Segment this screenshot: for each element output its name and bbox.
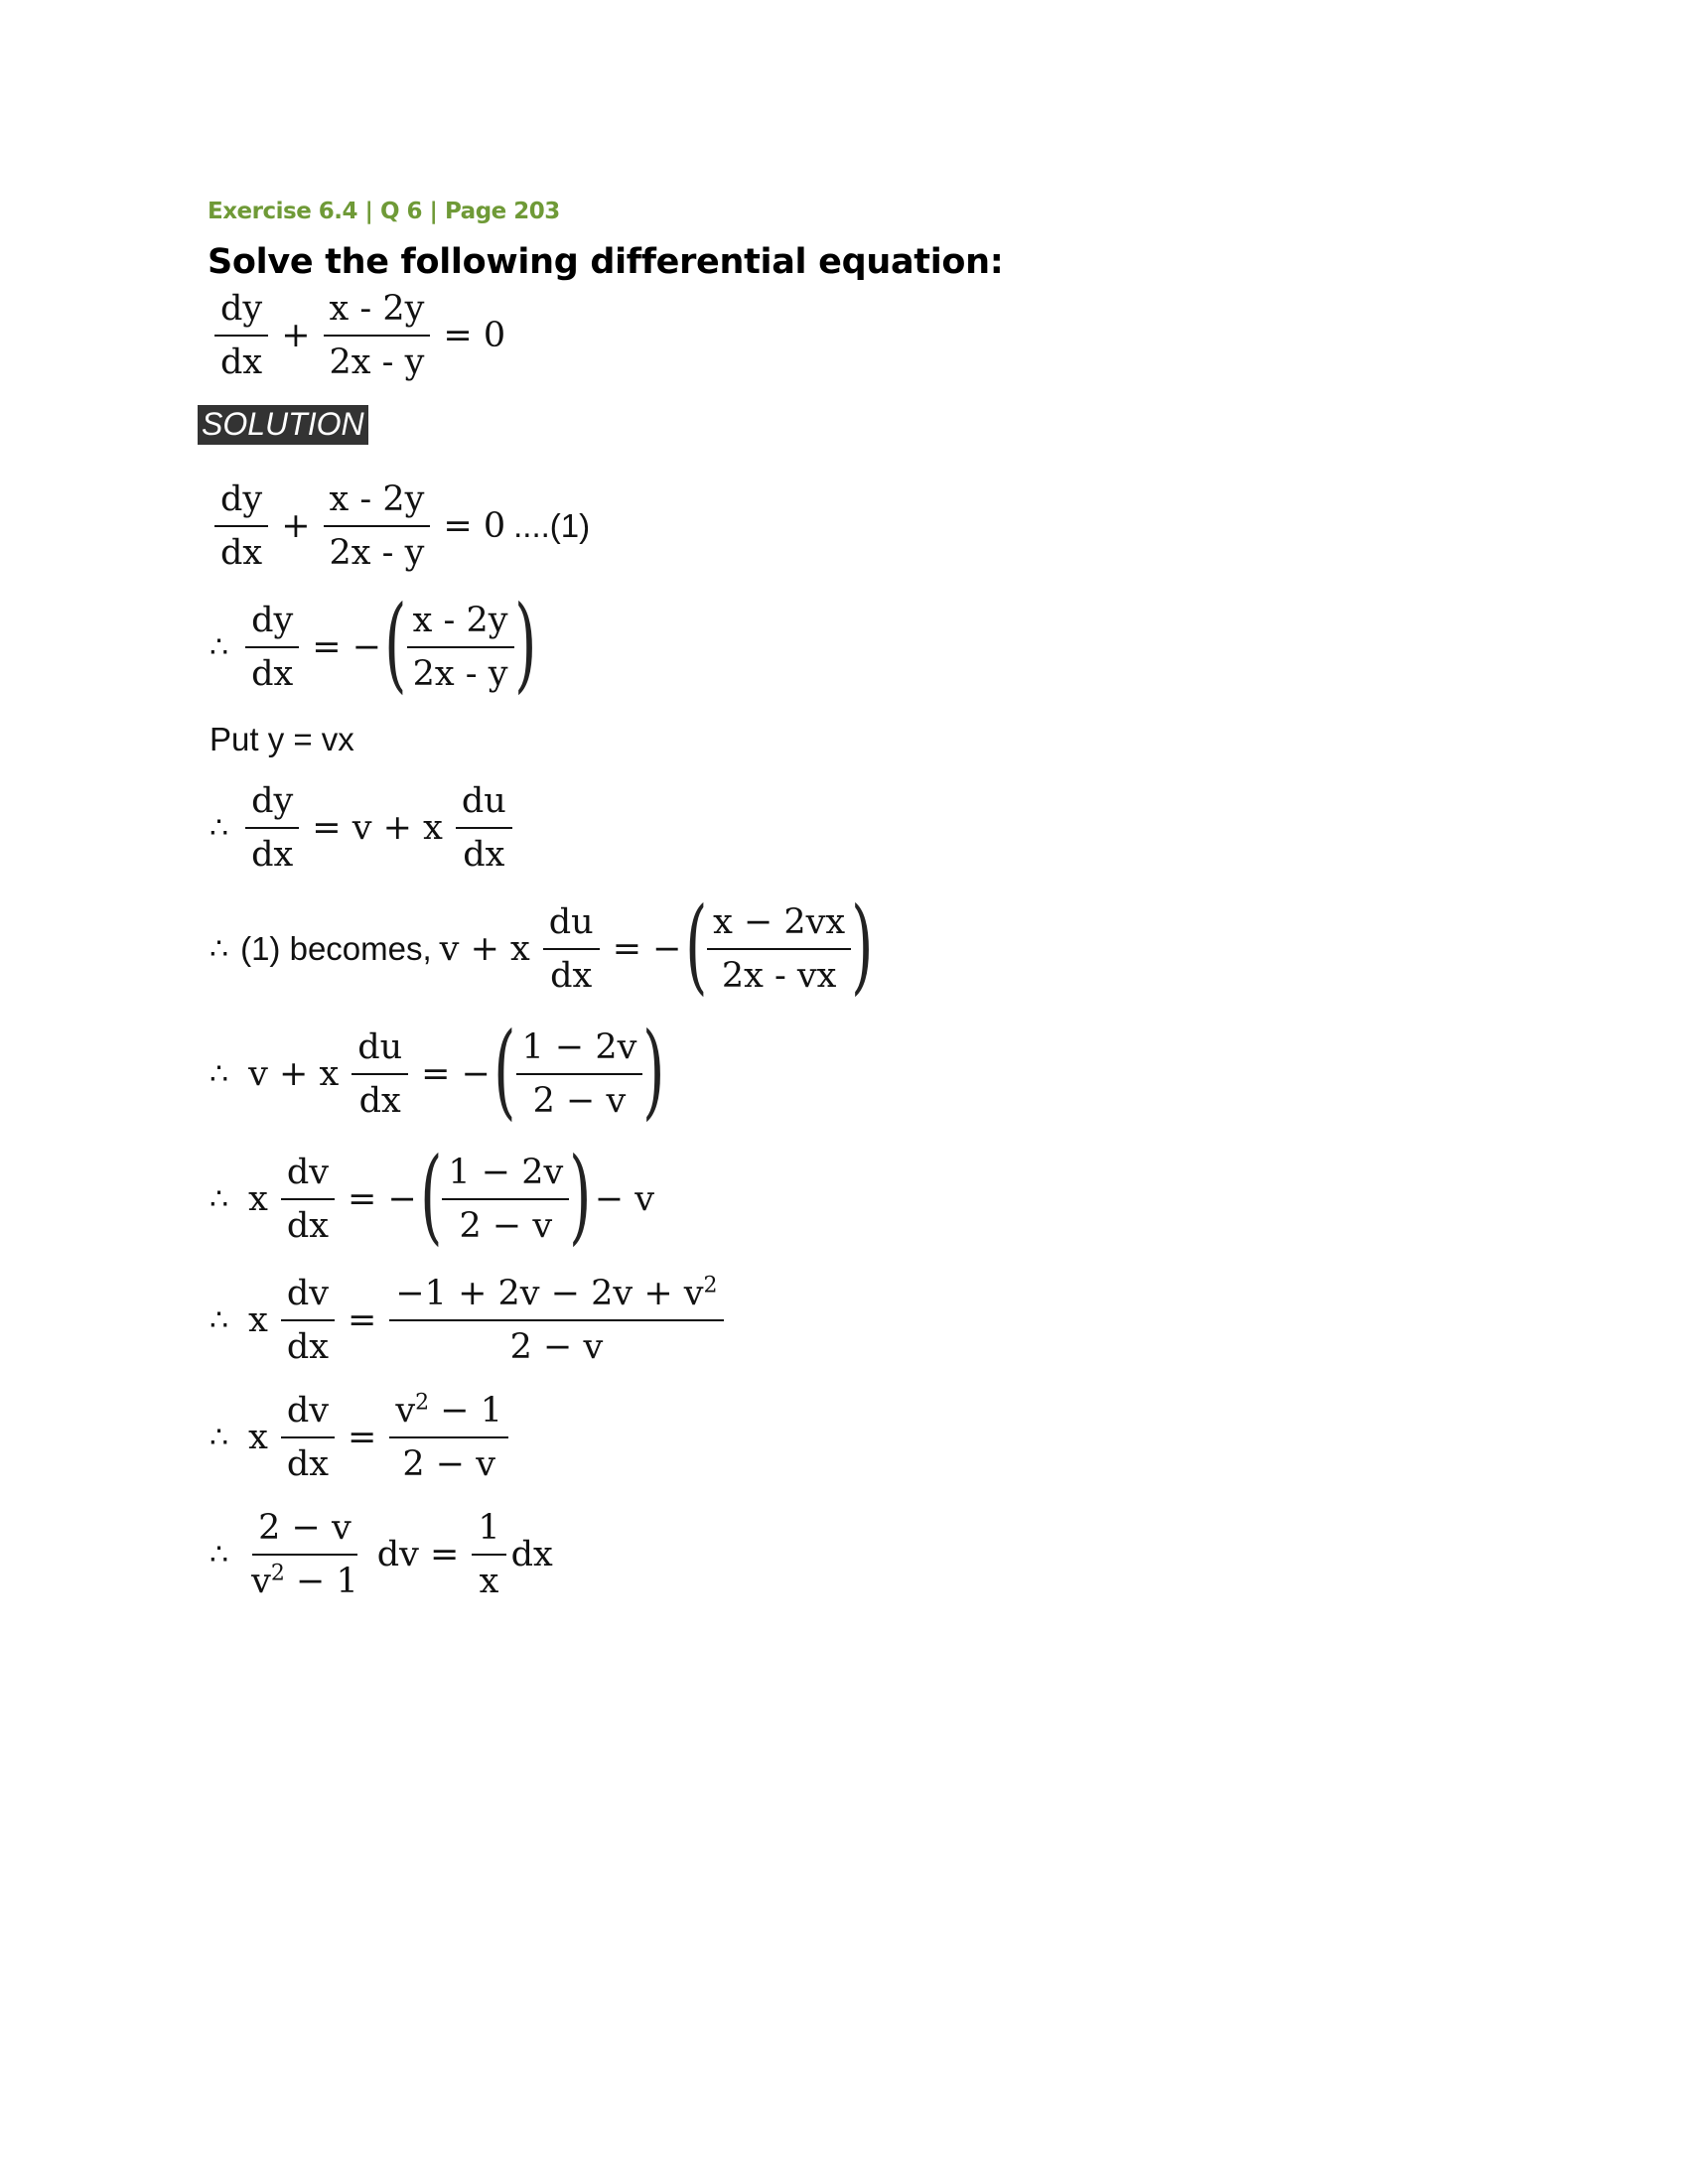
question-equation bbox=[210, 288, 1494, 383]
therefore-symbol: ∴ bbox=[210, 1302, 229, 1338]
numerator: x − 2vx bbox=[707, 901, 851, 950]
denominator-rest: − 1 bbox=[284, 1562, 358, 1601]
denominator bbox=[245, 1556, 364, 1602]
numerator: du bbox=[352, 1026, 408, 1075]
fraction bbox=[245, 600, 299, 695]
denominator: 2x - y bbox=[329, 342, 425, 382]
step-7 bbox=[210, 1135, 1494, 1256]
denominator: dx bbox=[251, 835, 294, 875]
numerator: 1 bbox=[472, 1507, 505, 1556]
expression: x bbox=[248, 1418, 268, 1457]
equation-tag: ....(1) bbox=[513, 507, 591, 544]
denominator: x bbox=[479, 1562, 499, 1601]
operator: = bbox=[348, 1300, 377, 1340]
fraction bbox=[472, 1507, 505, 1602]
denominator: dx bbox=[286, 1327, 330, 1367]
fraction bbox=[352, 1026, 408, 1122]
numerator: dy bbox=[245, 780, 299, 829]
expression: v + x bbox=[439, 929, 530, 969]
denominator: dx bbox=[220, 533, 263, 573]
operator: = − bbox=[421, 1054, 491, 1094]
fraction bbox=[543, 901, 600, 997]
denominator: dx bbox=[286, 1444, 330, 1484]
step-6 bbox=[210, 1010, 1494, 1131]
operator: = bbox=[348, 1418, 377, 1457]
fraction bbox=[456, 780, 512, 876]
denominator: 2x - y bbox=[412, 654, 508, 694]
numerator: 1 − 2v bbox=[516, 1026, 643, 1075]
numerator: dv bbox=[281, 1152, 335, 1200]
therefore-symbol: ∴ bbox=[210, 1056, 229, 1092]
therefore-symbol: ∴ bbox=[210, 1181, 229, 1217]
exercise-meta: Exercise 6.4 | Q 6 | Page 203 bbox=[208, 199, 560, 224]
numerator-rest: − 1 bbox=[429, 1391, 502, 1431]
exponent: 2 bbox=[270, 1561, 285, 1586]
step-9 bbox=[210, 1390, 1494, 1485]
fraction bbox=[281, 1390, 335, 1485]
numerator bbox=[389, 1390, 508, 1438]
right-paren: ) bbox=[513, 583, 536, 704]
document-body bbox=[204, 199, 1494, 1602]
expression: dv = bbox=[376, 1535, 460, 1574]
right-paren: ) bbox=[642, 1010, 665, 1131]
fraction bbox=[324, 478, 431, 574]
fraction bbox=[214, 478, 268, 574]
numerator: dy bbox=[214, 478, 268, 527]
fraction bbox=[214, 288, 268, 383]
exponent: 2 bbox=[415, 1390, 430, 1416]
therefore-symbol: ∴ bbox=[210, 1537, 229, 1572]
step-3 bbox=[210, 721, 1494, 758]
step-1 bbox=[210, 478, 1494, 574]
fraction bbox=[389, 1273, 723, 1368]
right-paren: ) bbox=[851, 885, 874, 1006]
therefore-symbol: ∴ bbox=[210, 1420, 229, 1455]
step-text: (1) becomes, bbox=[240, 930, 432, 967]
step-5 bbox=[210, 885, 1494, 1006]
numerator: x - 2y bbox=[407, 600, 514, 648]
step-10 bbox=[210, 1507, 1494, 1602]
numerator: x - 2y bbox=[324, 478, 431, 527]
operator: = − bbox=[348, 1179, 417, 1219]
denominator: 2 − v bbox=[509, 1327, 604, 1367]
right-paren: ) bbox=[569, 1135, 592, 1256]
step-4 bbox=[210, 780, 1494, 876]
left-paren: ( bbox=[384, 583, 407, 704]
numerator: dy bbox=[214, 288, 268, 337]
denominator-base: v bbox=[251, 1562, 271, 1601]
left-paren: ( bbox=[684, 885, 707, 1006]
fraction bbox=[245, 1507, 364, 1602]
expression: x bbox=[248, 1300, 268, 1340]
fraction bbox=[281, 1273, 335, 1368]
operator: + bbox=[281, 316, 311, 355]
operator: = − bbox=[612, 929, 682, 969]
solution-label: SOLUTION bbox=[198, 405, 368, 445]
fraction bbox=[245, 780, 299, 876]
left-paren: ( bbox=[419, 1135, 443, 1256]
denominator: 2 − v bbox=[402, 1444, 495, 1484]
equals-zero: = 0 bbox=[443, 316, 506, 355]
fraction bbox=[389, 1390, 508, 1485]
numerator: x - 2y bbox=[324, 288, 431, 337]
fraction bbox=[324, 288, 431, 383]
denominator: 2x - vx bbox=[721, 956, 837, 996]
numerator: du bbox=[543, 901, 600, 950]
numerator: dv bbox=[281, 1390, 335, 1438]
denominator: dx bbox=[358, 1081, 401, 1121]
denominator: dx bbox=[220, 342, 263, 382]
numerator bbox=[389, 1273, 723, 1321]
equals-zero: = 0 bbox=[443, 506, 506, 546]
fraction bbox=[281, 1152, 335, 1247]
numerator-base: v bbox=[395, 1391, 416, 1431]
exponent: 2 bbox=[703, 1273, 718, 1298]
numerator: 2 − v bbox=[252, 1507, 357, 1556]
substitution-text: Put y = vx bbox=[210, 721, 354, 757]
denominator: 2x - y bbox=[329, 533, 425, 573]
denominator: dx bbox=[251, 654, 294, 694]
therefore-symbol: ∴ bbox=[210, 810, 229, 846]
expression: − v bbox=[594, 1179, 655, 1219]
denominator: dx bbox=[463, 835, 505, 875]
denominator: dx bbox=[286, 1206, 330, 1246]
operator: + bbox=[281, 506, 311, 546]
step-8 bbox=[210, 1273, 1494, 1368]
expression: = v + x bbox=[312, 808, 443, 848]
expression: dx bbox=[510, 1535, 553, 1574]
step-2 bbox=[210, 583, 1494, 704]
numerator: du bbox=[456, 780, 512, 829]
expression: x bbox=[248, 1179, 268, 1219]
expression: v + x bbox=[248, 1054, 340, 1094]
therefore-symbol: ∴ bbox=[210, 629, 229, 665]
numerator: dy bbox=[245, 600, 299, 648]
question-title: Solve the following differential equation: bbox=[208, 242, 1004, 282]
fraction bbox=[516, 1026, 643, 1122]
fraction bbox=[407, 600, 514, 695]
numerator: 1 − 2v bbox=[442, 1152, 569, 1200]
therefore-symbol: ∴ bbox=[210, 931, 229, 967]
denominator: 2 − v bbox=[532, 1081, 627, 1121]
left-paren: ( bbox=[493, 1010, 516, 1131]
fraction bbox=[442, 1152, 569, 1247]
numerator-base: −1 + 2v − 2v + v bbox=[395, 1274, 704, 1313]
numerator: dv bbox=[281, 1273, 335, 1321]
fraction bbox=[707, 901, 851, 997]
denominator: 2 − v bbox=[459, 1206, 553, 1246]
operator: = − bbox=[312, 627, 382, 667]
denominator: dx bbox=[550, 956, 593, 996]
